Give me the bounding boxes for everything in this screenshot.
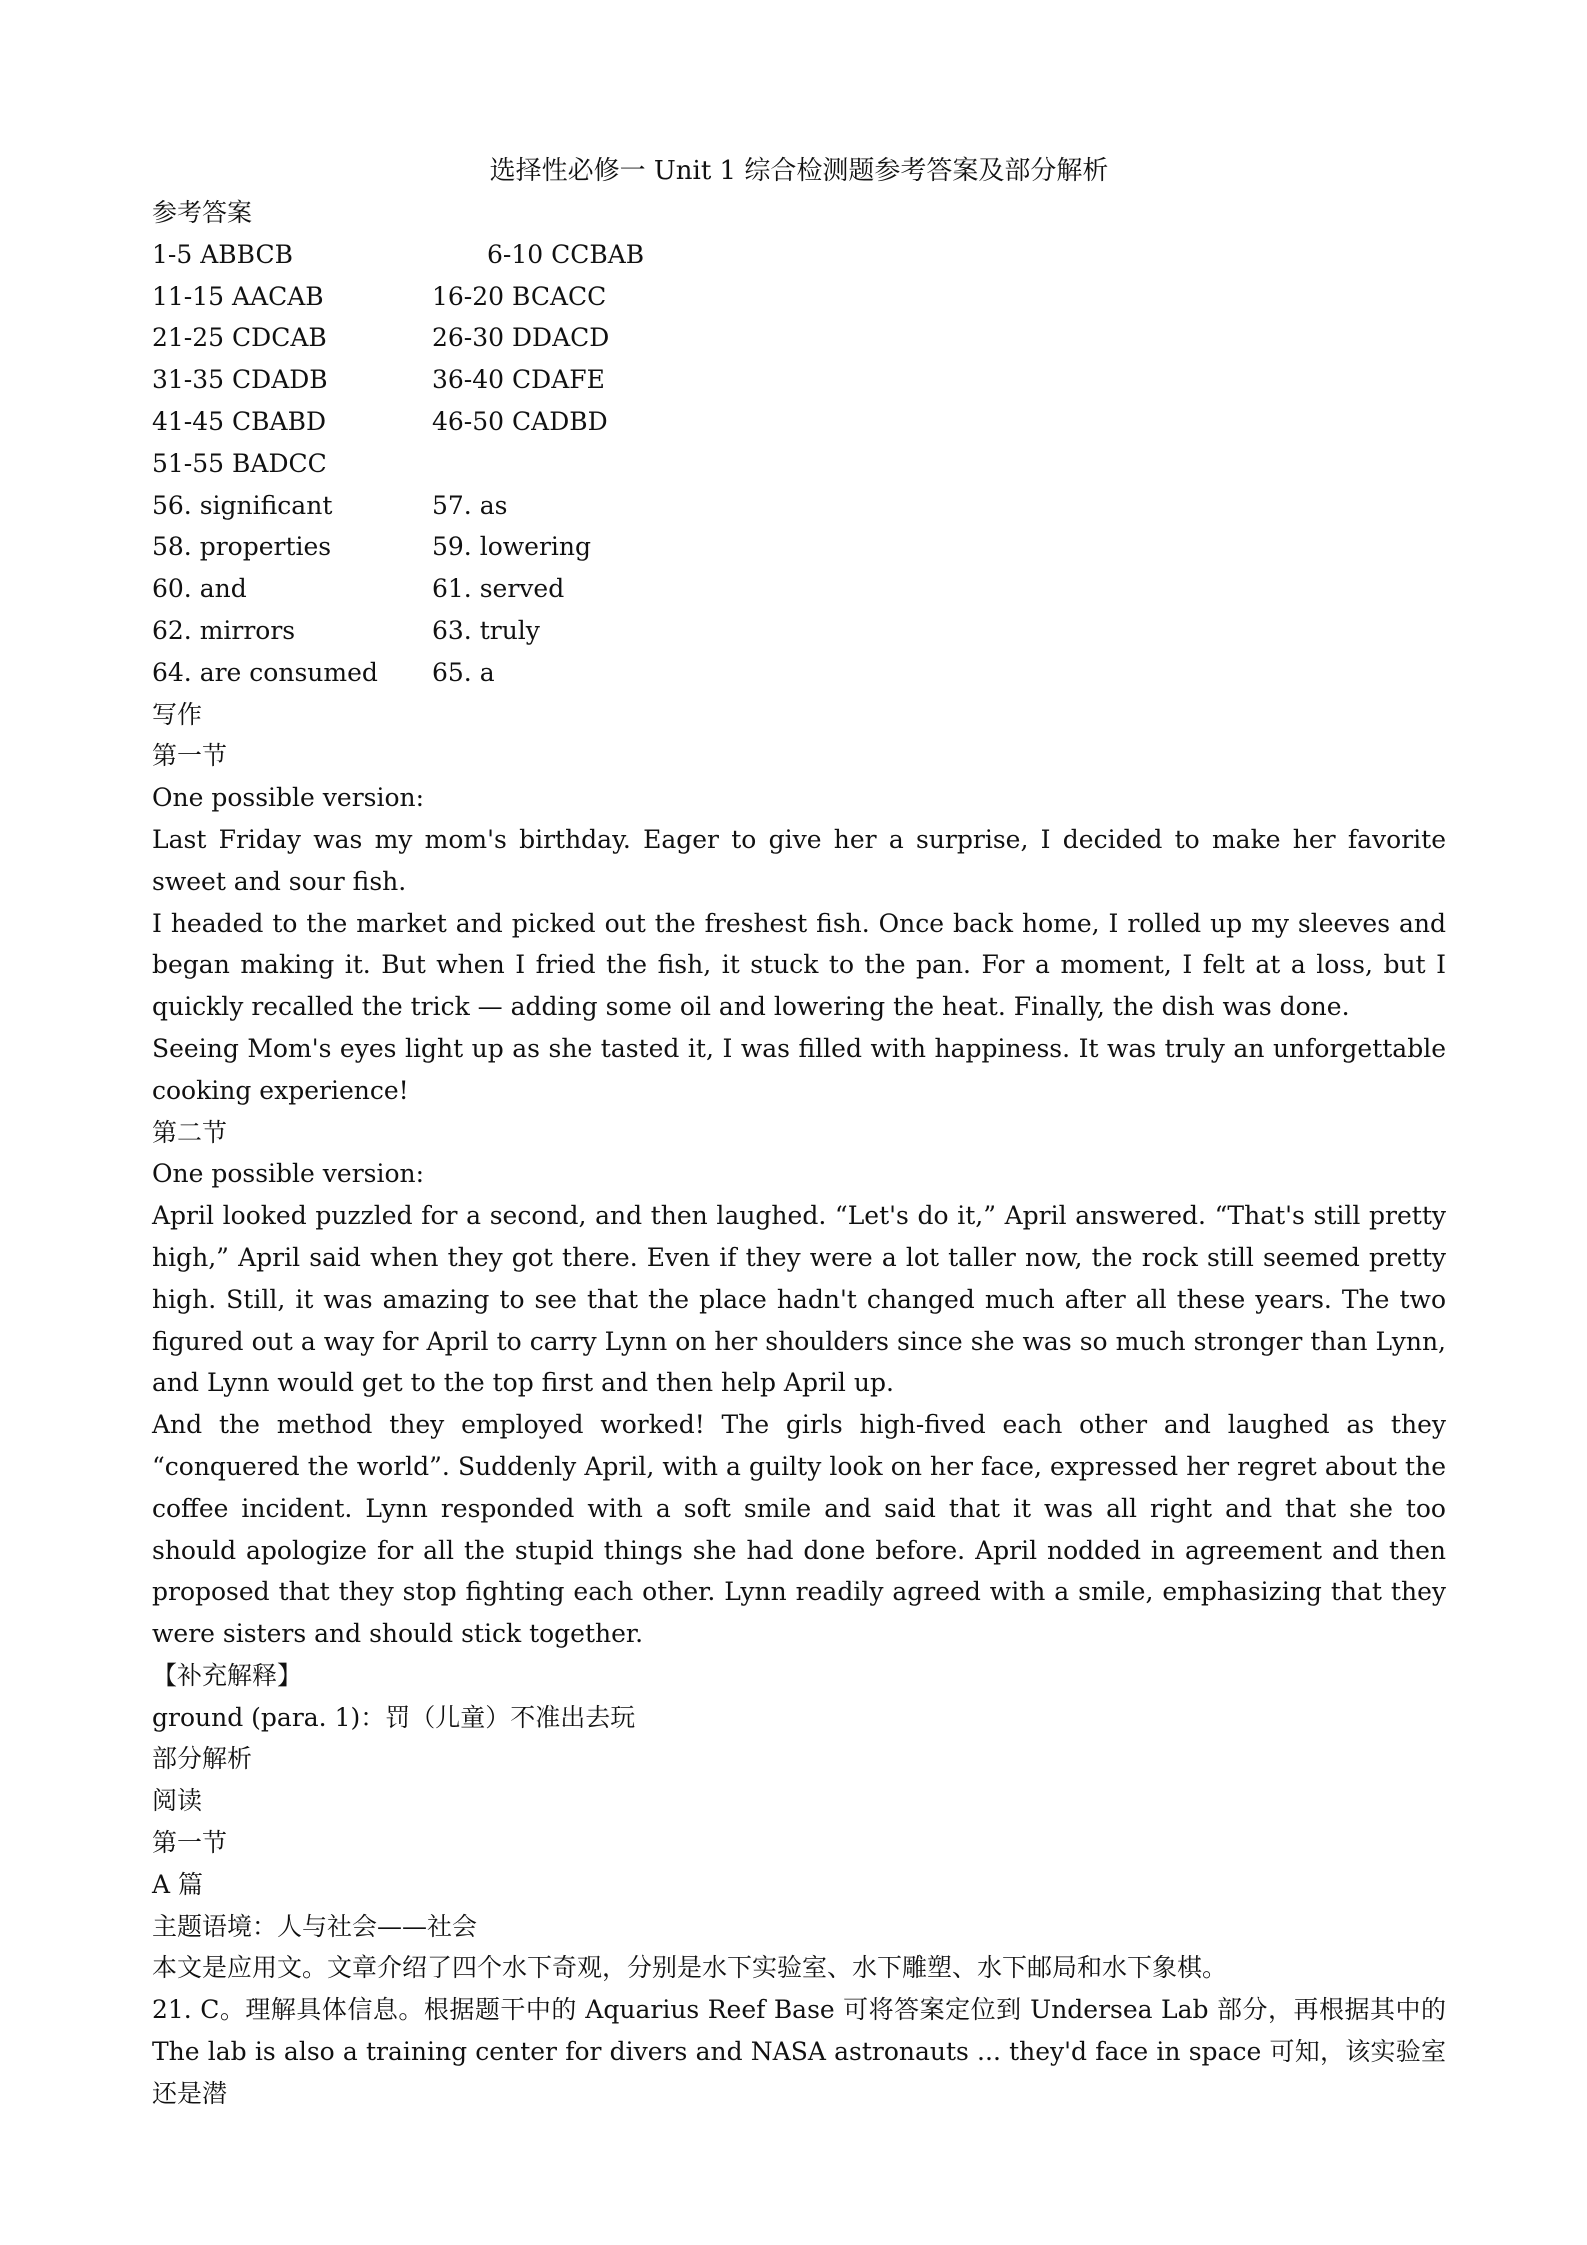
answer-cell: 60. and bbox=[152, 574, 247, 604]
answer-cell: 65. a bbox=[432, 657, 495, 687]
answer-cell: 57. as bbox=[432, 490, 508, 520]
answer-cell: 46-50 CADBD bbox=[432, 406, 608, 436]
answer-cell: 51-55 BADCC bbox=[152, 448, 327, 478]
answer-row bbox=[152, 526, 1446, 568]
supplement-line: ground (para. 1)：罚（儿童）不准出去玩 bbox=[152, 1702, 636, 1732]
answer-cell: 62. mirrors bbox=[152, 615, 296, 645]
answer-cell: 41-45 CBABD bbox=[152, 406, 326, 436]
answer-cell: 36-40 CDAFE bbox=[432, 365, 605, 395]
answer-row bbox=[152, 652, 1446, 694]
writing-heading: 写作 bbox=[152, 699, 203, 729]
answer-cell: 61. served bbox=[432, 574, 565, 604]
answer-cell: 31-35 CDADB bbox=[152, 365, 328, 395]
answer-row bbox=[152, 610, 1446, 652]
version-label: One possible version: bbox=[152, 783, 425, 813]
section-heading: 第二节 bbox=[152, 1117, 228, 1147]
essay-paragraph: Last Friday was my mom's birthday. Eager to give her a surprise, I decided to make her favorite sweet and sour fish. bbox=[152, 824, 1446, 896]
page-title: 选择性必修一 Unit 1 综合检测题参考答案及部分解析 bbox=[489, 156, 1109, 186]
answer-cell: 58. properties bbox=[152, 532, 332, 562]
partial-heading: 部分解析 bbox=[152, 1744, 253, 1774]
answer-cell: 11-15 AACAB bbox=[152, 281, 324, 311]
version-label: One possible version: bbox=[152, 1159, 425, 1189]
answer-cell: 59. lowering bbox=[432, 532, 591, 562]
section-heading: 第一节 bbox=[152, 741, 228, 771]
answer-row bbox=[152, 401, 1446, 443]
reading-heading: 阅读 bbox=[152, 1786, 203, 1816]
supplement-heading: 【补充解释】 bbox=[152, 1660, 303, 1690]
answer-row bbox=[152, 443, 1446, 485]
answer-row bbox=[152, 568, 1446, 610]
document-page bbox=[152, 150, 1446, 2115]
answer-cell: 6-10 CCBAB bbox=[487, 239, 645, 269]
essay-paragraph: And the method they employed worked! The girls high-fived each other and laughed as they “conquered the world”. Suddenly April, with a guilty look on her face, expressed her regret about the coffee incident. Lynn responded with a soft smile and said that it was all right and that she too should apologize for all the stupid things she had done before. April nodded in agreement and then proposed that they stop fighting each other. Lynn readily agreed with a smile, emphasizing that they were sisters and should stick together. bbox=[152, 1410, 1446, 1649]
answer-row bbox=[152, 234, 1446, 276]
answer-cell: 16-20 BCACC bbox=[432, 281, 607, 311]
answer-row bbox=[152, 359, 1446, 401]
answer-row bbox=[152, 485, 1446, 527]
answer-key bbox=[152, 234, 1446, 694]
passage-label: A 篇 bbox=[152, 1869, 204, 1899]
answer-cell: 26-30 DDACD bbox=[432, 323, 610, 353]
answer-cell: 64. are consumed bbox=[152, 657, 378, 687]
answer-cell: 63. truly bbox=[432, 615, 540, 645]
essay-paragraph: April looked puzzled for a second, and then laughed. “Let's do it,” April answered. “That's still pretty high,” April said when they got there. Even if they were a lot taller now, the rock still seemed pretty high. Still, it was amazing to see that the place hadn't changed much after all these years. The two figured out a way for April to carry Lynn on her shoulders since she was so much stronger than Lynn, and Lynn would get to the top first and then help April up. bbox=[152, 1201, 1446, 1398]
answer-cell: 21-25 CDCAB bbox=[152, 323, 327, 353]
answer-row bbox=[152, 276, 1446, 318]
answer-cell: 56. significant bbox=[152, 490, 333, 520]
intro-line: 本文是应用文。文章介绍了四个水下奇观，分别是水下实验室、水下雕塑、水下邮局和水下象棋。 bbox=[152, 1953, 1228, 1983]
question-explanation: 21. C。理解具体信息。根据题干中的 Aquarius Reef Base 可将答案定位到 Undersea Lab 部分，再根据其中的 The lab is also a training center for divers and NASA astronauts ... they'd face in space 可知，该实验室还是潜 bbox=[152, 1995, 1446, 2108]
answer-cell: 1-5 ABBCB bbox=[152, 239, 293, 269]
essay-paragraph: I headed to the market and picked out the freshest fish. Once back home, I rolled up my sleeves and began making it. But when I fried the fish, it stuck to the pan. For a moment, I felt at a loss, but I quickly recalled the trick — adding some oil and lowering the heat. Finally, the dish was done. bbox=[152, 908, 1446, 1022]
answer-row bbox=[152, 317, 1446, 359]
theme-line: 主题语境：人与社会——社会 bbox=[152, 1911, 478, 1941]
answers-heading: 参考答案 bbox=[152, 198, 253, 227]
essay-paragraph: Seeing Mom's eyes light up as she tasted it, I was filled with happiness. It was truly an unforgettable cooking experience! bbox=[152, 1033, 1446, 1105]
section-heading: 第一节 bbox=[152, 1828, 228, 1858]
